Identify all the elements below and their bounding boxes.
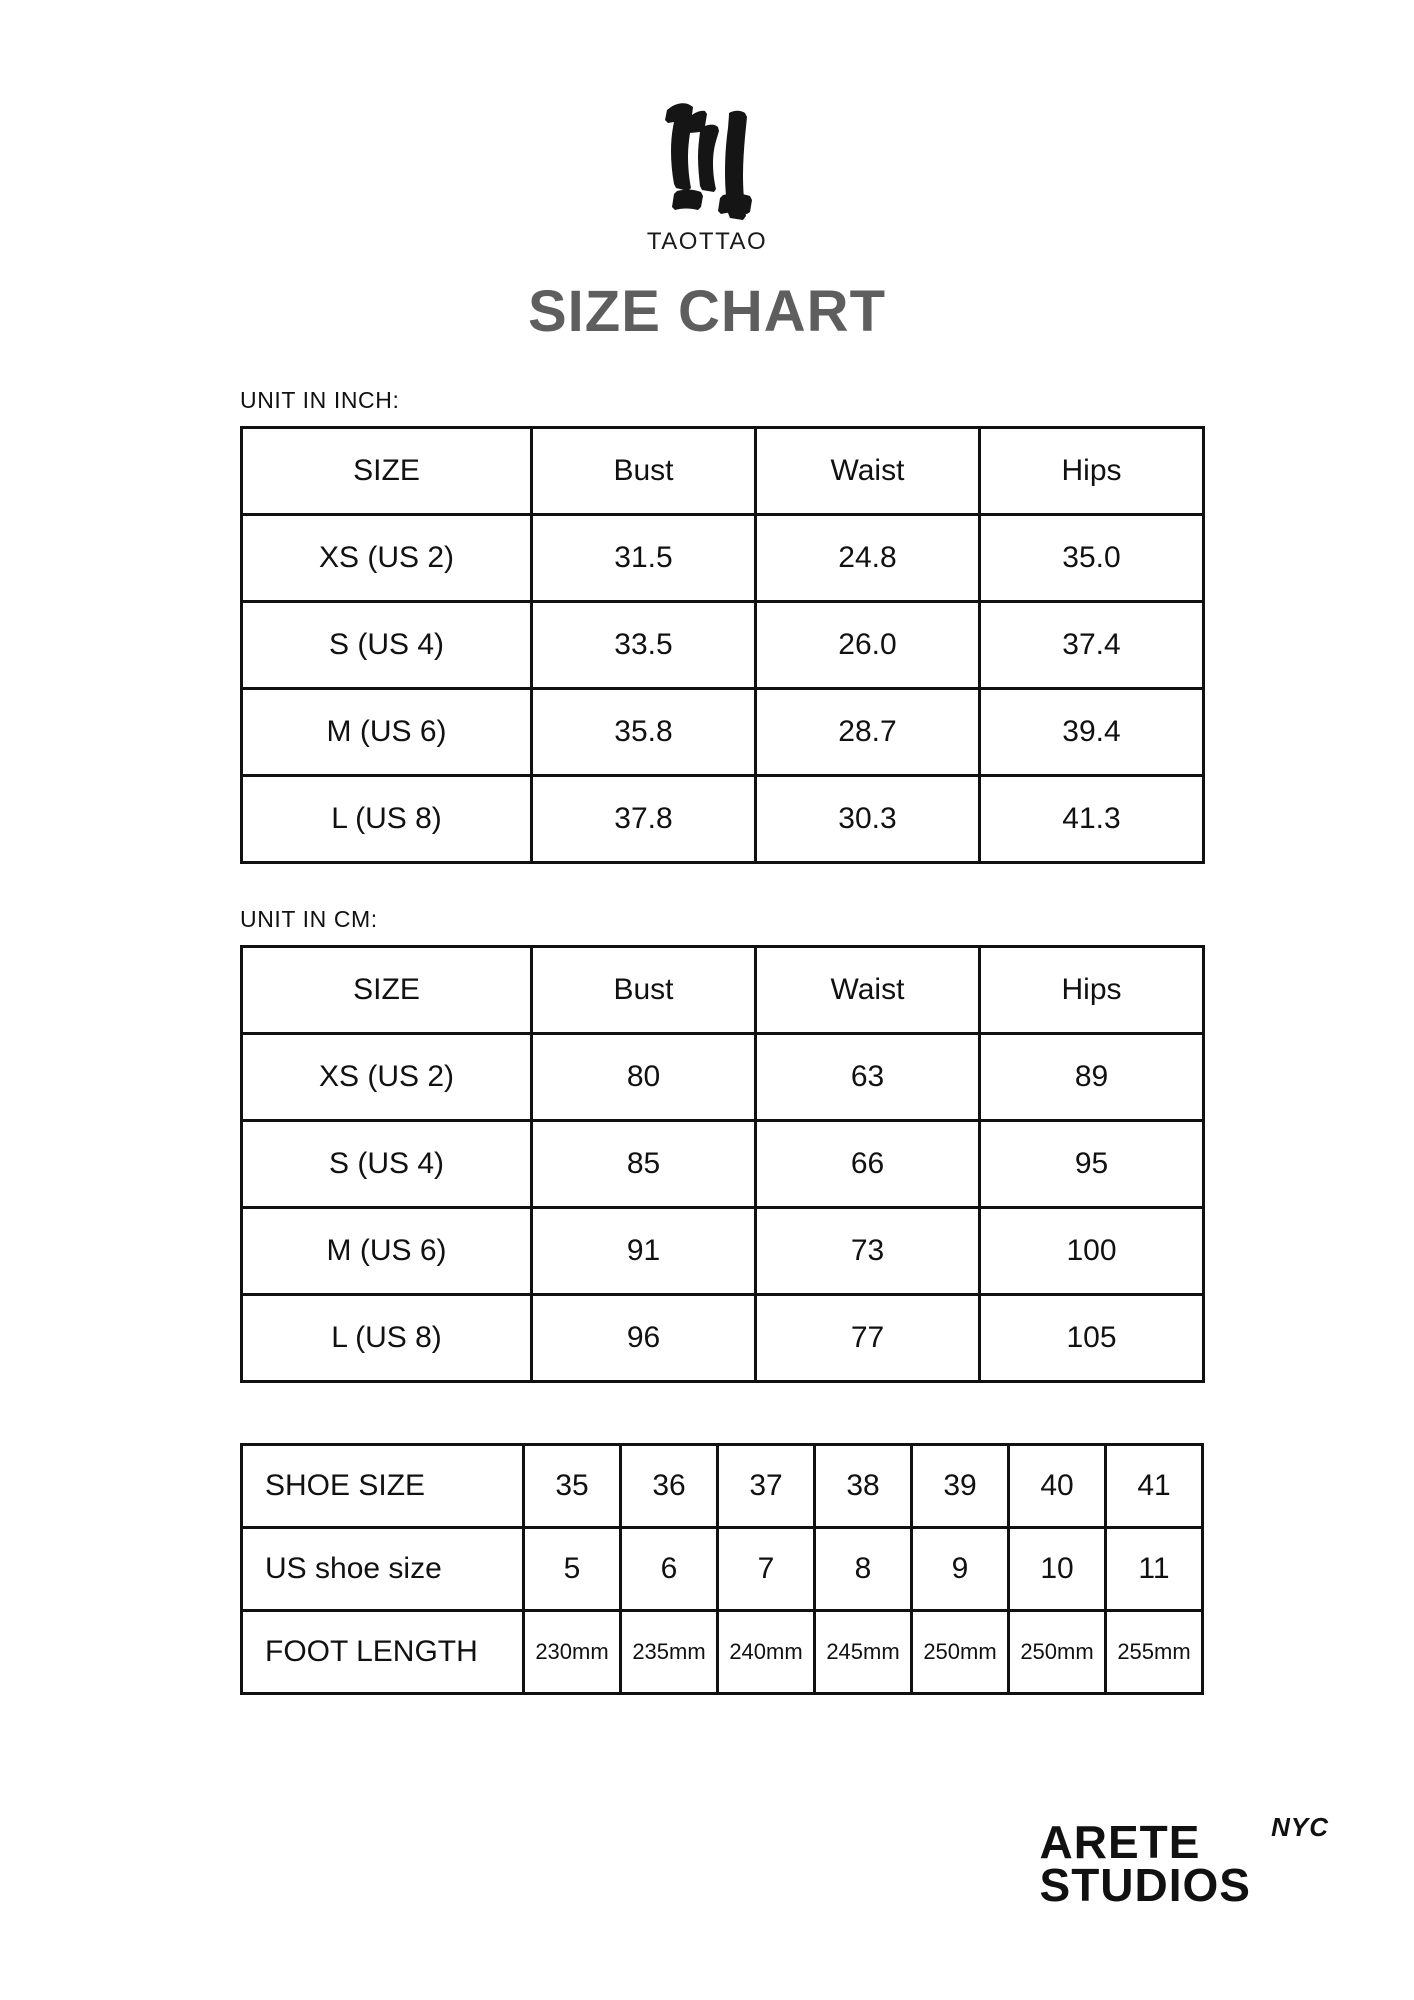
unit-inch-label: UNIT IN INCH: (240, 387, 400, 413)
footer-nyc-tag: NYC (1271, 1811, 1329, 1842)
cell-size: L (US 8) (242, 1295, 532, 1382)
cell-foot-length: 245mm (815, 1611, 912, 1694)
cell-bust: 31.5 (532, 515, 756, 602)
column-header-hips: Hips (980, 428, 1204, 515)
cell-foot-length: 230mm (524, 1611, 621, 1694)
column-header-bust: Bust (532, 947, 756, 1034)
cell-waist: 26.0 (756, 602, 980, 689)
column-header-hips: Hips (980, 947, 1204, 1034)
table-row (242, 1121, 1204, 1208)
table-row (242, 1611, 1203, 1694)
cell-size: M (US 6) (242, 1208, 532, 1295)
taottao-logo-mark-icon (637, 95, 777, 220)
cell-hips: 37.4 (980, 602, 1204, 689)
footer-brand-logo (1039, 1811, 1329, 1912)
table-row (242, 1528, 1203, 1611)
cell-waist: 73 (756, 1208, 980, 1295)
footer-brand-line2: STUDIOS (1039, 1859, 1251, 1912)
cell-bust: 96 (532, 1295, 756, 1382)
cell-foot-length: 250mm (1009, 1611, 1106, 1694)
cell-waist: 66 (756, 1121, 980, 1208)
cell-hips: 89 (980, 1034, 1204, 1121)
cell-bust: 35.8 (532, 689, 756, 776)
cell-bust: 33.5 (532, 602, 756, 689)
cell-shoe-size: 39 (912, 1445, 1009, 1528)
table-row (242, 776, 1204, 863)
column-header-bust: Bust (532, 428, 756, 515)
cell-waist: 28.7 (756, 689, 980, 776)
cell-hips: 39.4 (980, 689, 1204, 776)
cell-size: XS (US 2) (242, 515, 532, 602)
cell-waist: 77 (756, 1295, 980, 1382)
column-header-waist: Waist (756, 428, 980, 515)
cell-hips: 95 (980, 1121, 1204, 1208)
page-header (0, 0, 1414, 345)
cell-size: S (US 4) (242, 602, 532, 689)
table-row (242, 1208, 1204, 1295)
inch-size-table (240, 426, 1205, 864)
cell-hips: 105 (980, 1295, 1204, 1382)
page-title: SIZE CHART (528, 279, 886, 344)
cell-size: S (US 4) (242, 1121, 532, 1208)
cell-size: XS (US 2) (242, 1034, 532, 1121)
cell-us-shoe-size: 6 (621, 1528, 718, 1611)
column-header-waist: Waist (756, 947, 980, 1034)
cm-size-table (240, 945, 1205, 1383)
cell-shoe-size: 35 (524, 1445, 621, 1528)
row-label-foot-length: FOOT LENGTH (242, 1611, 524, 1694)
cell-us-shoe-size: 10 (1009, 1528, 1106, 1611)
cell-hips: 35.0 (980, 515, 1204, 602)
cell-foot-length: 255mm (1106, 1611, 1203, 1694)
cell-hips: 100 (980, 1208, 1204, 1295)
column-header-size: SIZE (242, 947, 532, 1034)
cell-bust: 85 (532, 1121, 756, 1208)
cell-us-shoe-size: 5 (524, 1528, 621, 1611)
cell-us-shoe-size: 11 (1106, 1528, 1203, 1611)
cell-us-shoe-size: 9 (912, 1528, 1009, 1611)
table-header-row (242, 428, 1204, 515)
table-row (242, 1295, 1204, 1382)
unit-cm-label: UNIT IN CM: (240, 906, 378, 932)
cell-waist: 63 (756, 1034, 980, 1121)
cell-bust: 80 (532, 1034, 756, 1121)
cell-foot-length: 235mm (621, 1611, 718, 1694)
row-label-shoe-size: SHOE SIZE (242, 1445, 524, 1528)
footer-brand-line1: ARETE (1039, 1815, 1201, 1868)
cell-waist: 30.3 (756, 776, 980, 863)
shoe-size-table (240, 1443, 1204, 1695)
cell-us-shoe-size: 7 (718, 1528, 815, 1611)
cell-waist: 24.8 (756, 515, 980, 602)
row-label-us-shoe-size: US shoe size (242, 1528, 524, 1611)
cell-us-shoe-size: 8 (815, 1528, 912, 1611)
cell-bust: 91 (532, 1208, 756, 1295)
cell-shoe-size: 37 (718, 1445, 815, 1528)
table-row (242, 602, 1204, 689)
cell-bust: 37.8 (532, 776, 756, 863)
cell-shoe-size: 41 (1106, 1445, 1203, 1528)
cell-foot-length: 240mm (718, 1611, 815, 1694)
cell-size: M (US 6) (242, 689, 532, 776)
cell-size: L (US 8) (242, 776, 532, 863)
table-row (242, 1445, 1203, 1528)
brand-name: TAOTTAO (646, 228, 768, 255)
cell-hips: 41.3 (980, 776, 1204, 863)
table-header-row (242, 947, 1204, 1034)
table-row (242, 515, 1204, 602)
table-row (242, 689, 1204, 776)
table-row (242, 1034, 1204, 1121)
cell-foot-length: 250mm (912, 1611, 1009, 1694)
cell-shoe-size: 40 (1009, 1445, 1106, 1528)
cell-shoe-size: 36 (621, 1445, 718, 1528)
cell-shoe-size: 38 (815, 1445, 912, 1528)
column-header-size: SIZE (242, 428, 532, 515)
